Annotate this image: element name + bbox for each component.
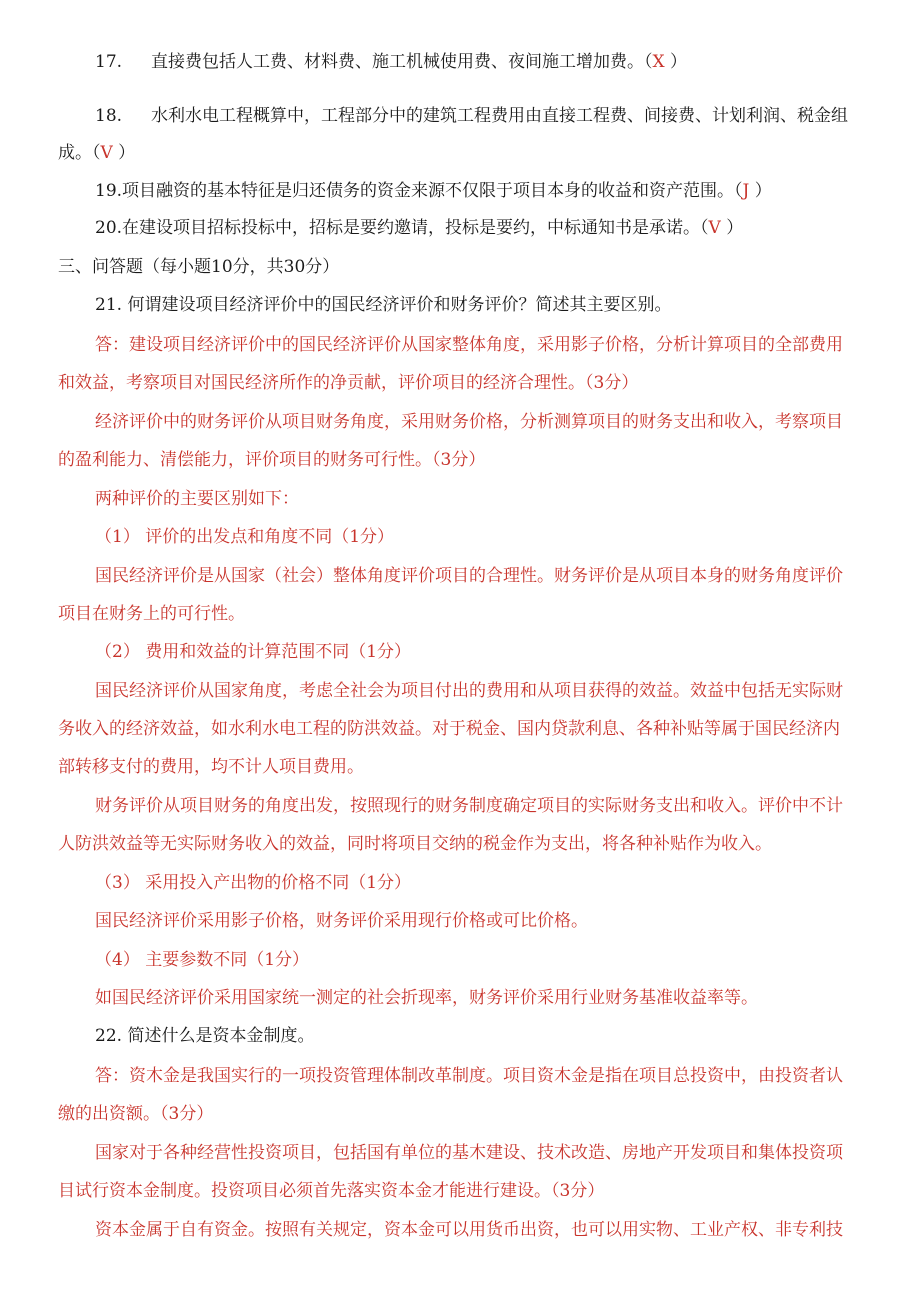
answer-line: 和效益，考察项目对国民经济所作的净贡献，评价项目的经济合理性。（3分） bbox=[58, 373, 639, 393]
question-19 bbox=[95, 179, 920, 203]
answer-subheading: （3） 采用投入产出物的价格不同（1分） bbox=[95, 873, 412, 893]
answer-line: 如国民经济评价采用国家统一测定的社会折现率，财务评价采用行业财务基准收益率等。 bbox=[95, 988, 758, 1008]
question-text: 20.在建设项目招标投标中，招标是要约邀请，投标是要约，中标通知书是承诺。（ bbox=[95, 218, 709, 238]
section-heading: 三、问答题（每小题10分，共30分） bbox=[58, 257, 340, 277]
answer-mark: X bbox=[652, 52, 665, 72]
answer-line: 财务评价从项目财务的角度出发，按照现行的财务制度确定项目的实际财务支出和收入。评价中不计 bbox=[95, 796, 843, 816]
close-paren: ） bbox=[720, 218, 744, 238]
answer-line: 项目在财务上的可行性。 bbox=[58, 604, 245, 624]
question-21: 21. 何谓建设项目经济评价中的国民经济评价和财务评价？简述其主要区别。 bbox=[95, 295, 672, 315]
question-text: 直接费包括人工费、材料费、施工机械使用费、夜间施工增加费。（ bbox=[151, 52, 653, 72]
question-22: 22. 简述什么是资本金制度。 bbox=[95, 1026, 315, 1046]
answer-line: 的盈利能力、清偿能力，评价项目的财务可行性。（3分） bbox=[58, 450, 486, 470]
answer-line: 务收入的经济效益，如水利水电工程的防洪效益。对于税金、国内贷款利息、各种补贴等属于国民经济内 bbox=[58, 719, 840, 739]
answer-mark: V bbox=[100, 143, 113, 163]
answer-line: 国民经济评价采用影子价格，财务评价采用现行价格或可比价格。 bbox=[95, 911, 588, 931]
answer-subheading: （4） 主要参数不同（1分） bbox=[95, 950, 310, 970]
answer-line: 两种评价的主要区别如下： bbox=[95, 489, 299, 509]
question-text: 水利水电工程概算中，工程部分中的建筑工程费用由直接工程费、间接费、计划利润、税金组 bbox=[151, 106, 848, 126]
answer-line: 答：建设项目经济评价中的国民经济评价从国家整体角度，采用影子价格，分析计算项目的全部费用 bbox=[95, 335, 843, 355]
answer-mark: J bbox=[742, 181, 750, 201]
question-text: 成。（ bbox=[58, 143, 101, 163]
answer-line: 国民经济评价是从国家（社会）整体角度评价项目的合理性。财务评价是从项目本身的财务角度评价 bbox=[95, 566, 843, 586]
answer-line: 缴的出资额。（3分） bbox=[58, 1104, 214, 1124]
question-text: 19.项目融资的基本特征是归还债务的资金来源不仅限于项目本身的收益和资产范围。（ bbox=[95, 181, 743, 201]
answer-line: 国民经济评价从国家角度，考虑全社会为项目付出的费用和从项目获得的效益。效益中包括无实际财 bbox=[95, 681, 843, 701]
answer-line: 答：资木金是我国实行的一项投资管理体制改革制度。项目资木金是指在项目总投资中，由投资者认 bbox=[95, 1066, 843, 1086]
answer-line: 部转移支付的费用，均不计人项目费用。 bbox=[58, 757, 364, 777]
close-paren: ） bbox=[112, 143, 136, 163]
answer-line: 资本金属于自有资金。按照有关规定，资本金可以用货币出资，也可以用实物、工业产权、非专利技 bbox=[95, 1220, 843, 1240]
answer-subheading: （1） 评价的出发点和角度不同（1分） bbox=[95, 527, 395, 547]
answer-line: 国家对于各种经营性投资项目，包括国有单位的基木建设、技术改造、房地产开发项目和集体投资项 bbox=[95, 1143, 843, 1163]
answer-line: 人防洪效益等无实际财务收入的效益，同时将项目交纳的税金作为支出，将各种补贴作为收入。 bbox=[58, 834, 772, 854]
close-paren: ） bbox=[749, 181, 772, 201]
question-number: 18. bbox=[95, 106, 123, 126]
answer-line: 目试行资本金制度。投资项目必须首先落实资本金才能进行建设。（3分） bbox=[58, 1181, 605, 1201]
question-18-line2 bbox=[58, 141, 920, 165]
question-17 bbox=[95, 50, 920, 74]
answer-subheading: （2） 费用和效益的计算范围不同（1分） bbox=[95, 642, 412, 662]
question-number: 17. bbox=[95, 52, 123, 72]
question-18-line1 bbox=[95, 104, 920, 128]
close-paren: ） bbox=[664, 52, 688, 72]
answer-mark: V bbox=[708, 218, 721, 238]
answer-line: 经济评价中的财务评价从项目财务角度，采用财务价格，分析测算项目的财务支出和收入，考察项目 bbox=[95, 412, 843, 432]
question-20 bbox=[95, 216, 920, 240]
